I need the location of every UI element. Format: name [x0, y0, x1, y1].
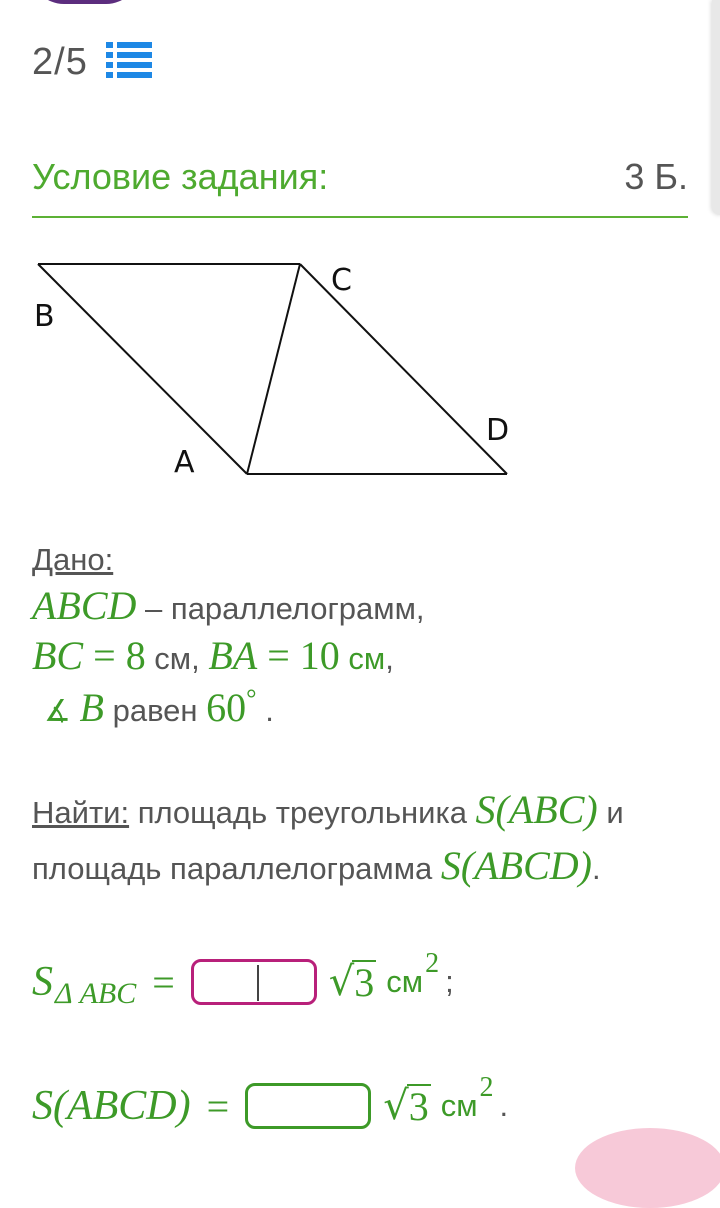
given-ba-unit: см — [339, 641, 386, 676]
top-decoration — [30, 0, 140, 4]
find-parallelogram-area: S(ABCD) — [440, 843, 592, 888]
given-ba-eq: = — [257, 633, 300, 678]
parallelogram-punct: . — [499, 1088, 509, 1123]
vertex-label-c: C — [331, 263, 352, 298]
task-counter: 2/5 — [32, 41, 88, 83]
given-angle-value: 60 — [206, 685, 247, 730]
given-angle-vertex: B — [79, 685, 104, 730]
triangle-area-subscript: Δ ABC — [55, 977, 137, 1010]
bottom-decoration — [575, 1128, 720, 1208]
vertex-label-d: D — [486, 413, 510, 448]
find-line-1 — [32, 787, 624, 833]
given-bc-value: 8 — [125, 633, 146, 678]
triangle-area-input[interactable] — [191, 959, 317, 1005]
sqrt-icon: √ — [383, 1083, 409, 1129]
triangle-unit-power: 2 — [425, 948, 440, 979]
triangle-answer-wrapper — [191, 959, 317, 1005]
given-bc-unit: см, — [145, 641, 209, 676]
given-angle-text: равен — [103, 693, 207, 728]
given-ba-symbol: BA — [208, 633, 258, 678]
parallelogram-unit-power: 2 — [479, 1072, 494, 1103]
side-panel-edge — [712, 0, 720, 215]
triangle-sqrt-arg: 3 — [354, 960, 375, 1005]
triangle-punct: ; — [445, 964, 454, 999]
triangle-equals: = — [152, 959, 175, 1005]
given-ba-value: 10 — [299, 633, 340, 678]
side-ba — [38, 264, 247, 474]
vertex-label-a: A — [174, 445, 195, 480]
vertex-label-b: B — [34, 299, 55, 334]
given-figure-text: – параллелограмм, — [136, 591, 425, 626]
find-text-2: и — [597, 795, 624, 830]
progress-row — [32, 40, 152, 85]
parallelogram-sqrt — [383, 1084, 431, 1128]
find-end: . — [591, 851, 601, 886]
list-icon[interactable] — [106, 40, 152, 85]
triangle-unit: см — [386, 964, 424, 999]
parallelogram-area-symbol: S(ABCD) — [32, 1083, 191, 1129]
given-heading: Дано: — [32, 542, 114, 577]
parallelogram-sqrt-arg: 3 — [408, 1084, 429, 1129]
find-triangle-area: S(ABC) — [475, 787, 598, 832]
given-line-2-comma: , — [385, 641, 394, 676]
diagonal-ac — [247, 264, 300, 474]
find-text-3: площадь параллелограмма — [32, 851, 441, 886]
parallelogram-area-input[interactable] — [245, 1083, 371, 1129]
degree-symbol: ° — [246, 684, 257, 713]
given-line-2 — [32, 633, 394, 679]
given-bc-symbol: BC — [32, 633, 84, 678]
given-heading-line — [32, 540, 113, 580]
answer-row-parallelogram — [32, 1072, 509, 1130]
parallelogram-unit: см — [440, 1088, 478, 1123]
parallelogram-diagram — [28, 250, 528, 490]
text-caret — [257, 965, 259, 1001]
task-points: 3 Б. — [624, 156, 688, 197]
task-title: Условие задания: — [32, 156, 329, 197]
given-line-3-end: . — [256, 693, 274, 728]
triangle-area-symbol: S — [32, 959, 53, 1005]
task-header — [32, 150, 688, 218]
angle-icon: ∡ — [44, 695, 71, 728]
given-figure-name: ABCD — [32, 583, 137, 628]
find-heading: Найти: — [32, 795, 130, 830]
find-line-2 — [32, 843, 601, 889]
given-line-3 — [44, 684, 274, 733]
sqrt-icon: √ — [328, 959, 355, 1005]
parallelogram-equals: = — [206, 1083, 230, 1129]
given-line-1 — [32, 583, 425, 629]
answer-row-triangle — [32, 948, 454, 1010]
find-text-1: площадь треугольника — [129, 795, 476, 830]
triangle-sqrt — [329, 960, 377, 1004]
given-bc-eq: = — [83, 633, 126, 678]
